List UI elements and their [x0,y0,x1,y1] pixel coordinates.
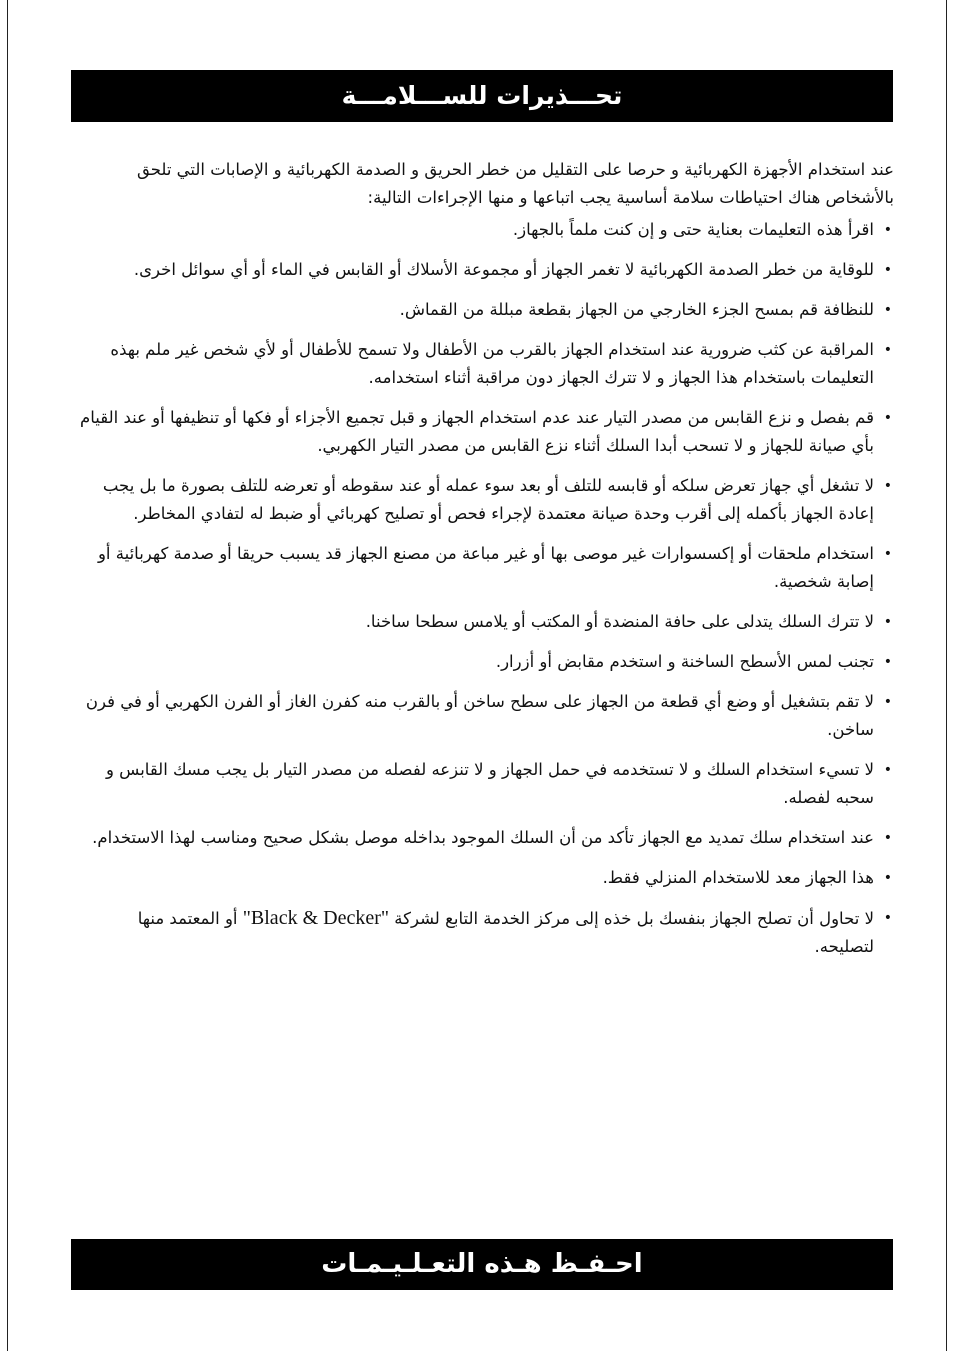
list-item [74,756,894,812]
list-item [74,296,894,324]
warning-text: للوقاية من خطر الصدمة الكهربائية لا تغمر الجهاز أو مجموعة الأسلاك أو القابس في الماء أو أي سوائل اخرى. [133,260,874,279]
bullet-icon: • [883,614,892,630]
list-item [74,608,894,636]
list-item [74,904,894,961]
warning-text: لا تقم بتشغيل أو وضع أي قطعة من الجهاز على سطح ساخن أو بالقرب منه كفرن الغاز أو الفرن الكهربي أو في فرن ساخن. [85,692,874,739]
warning-text: قم بفصل و نزع القابس من مصدر التيار عند عدم استخدام الجهاز و قبل تجميع الأجزاء أو فكها أو تنظيفها أو عند القيام بأي صيانة للجهاز و لا تسحب أبدا السلك أثناء نزع القابس من مصدر التيار الكهربي. [80,408,874,455]
bullet-icon: • [883,830,892,846]
list-item [74,540,894,596]
bullet-icon: • [883,222,892,238]
list-item [74,404,894,460]
bullet-icon: • [883,762,892,778]
list-item [74,216,894,244]
list-item [74,336,894,392]
bullet-icon: • [883,654,892,670]
keep-instructions-heading: احـفـظ هـذه التعـلـيـمـات [71,1239,893,1290]
bullet-icon: • [883,694,892,710]
intro-paragraph: عند استخدام الأجهزة الكهربائية و حرصا على التقليل من خطر الحريق و الصدمة الكهربائية و الإصابات التي تلحق بالأشخاص هناك احتياطات سلامة أساسية يجب اتباعها و منها الإجراءات التالية: [136,160,894,207]
list-item [74,864,894,892]
warning-text-before: لا تحاول أن تصلح الجهاز بنفسك بل خذه إلى مركز الخدمة التابع لشركة [389,909,874,928]
bullet-icon: • [883,342,892,358]
list-item [74,472,894,528]
warning-text: عند استخدام سلك تمديد مع الجهاز تأكد من أن السلك الموجود بداخله موصل بشكل صحيح ومناسب لهذا الاستخدام. [92,828,874,847]
warning-text-after: أو المعتمد منها لتصليحه. [137,909,874,956]
warning-text: للنظافة قم بمسح الجزء الخارجي من الجهاز بقطعة مبللة من القماش. [399,300,874,319]
bullet-icon: • [883,410,892,426]
warning-text: المراقبة عن كثب ضرورية عند استخدام الجهاز بالقرب من الأطفال ولا تسمح للأطفال أو لأي شخص غير ملم بهذه التعليمات باستخدام هذا الجهاز و لا تترك الجهاز دون مراقبة أثناء استخدامه. [110,340,874,387]
warning-text: تجنب لمس الأسطح الساخنة و استخدم مقابض أو أزرار. [495,652,874,671]
list-item [74,688,894,744]
warning-text: استخدام ملحقات أو إكسسوارات غير موصى بها أو غير مباعة من مصنع الجهاز قد يسبب حريقا أو صدمة كهربائية أو إصابة شخصية. [97,544,874,591]
warning-text: لا تشغل أي جهاز تعرض سلكه أو قابسه للتلف أو بعد سوء عمله أو عند سقوطه أو تعرضه للتلف بصورة ما بل يجب إعادة الجهاز بأكمله إلى أقرب وحدة صيانة معتمدة لإجراء فحص أو تصليح كهربائي أو ضبط له لتفادي المخاطر. [102,476,874,523]
bullet-icon: • [883,302,892,318]
list-item [74,648,894,676]
list-item [74,824,894,852]
bullet-icon: • [883,910,892,926]
document-body [74,156,894,973]
warnings-list [74,216,894,961]
safety-warnings-heading: تحـــذيرات للســـلامـــة [71,70,893,122]
list-item [74,256,894,284]
warning-text: لا تسيء استخدام السلك و لا تستخدمه في حمل الجهاز و لا تنزعه لفصله من مصدر التيار بل يجب مسك القابس و سحبه لفصله. [105,760,874,807]
bullet-icon: • [883,546,892,562]
warning-text: اقرأ هذه التعليمات بعناية حتى و إن كنت ملماً بالجهاز. [512,220,874,239]
warning-text: لا تترك السلك يتدلى على حافة المنضدة أو المكتب أو يلامس سطحا ساخنا. [365,612,874,631]
brand-name: "Black & Decker" [242,907,390,929]
bullet-icon: • [883,870,892,886]
bullet-icon: • [883,478,892,494]
bullet-icon: • [883,262,892,278]
warning-text: هذا الجهاز معد للاستخدام المنزلي فقط. [602,868,874,887]
